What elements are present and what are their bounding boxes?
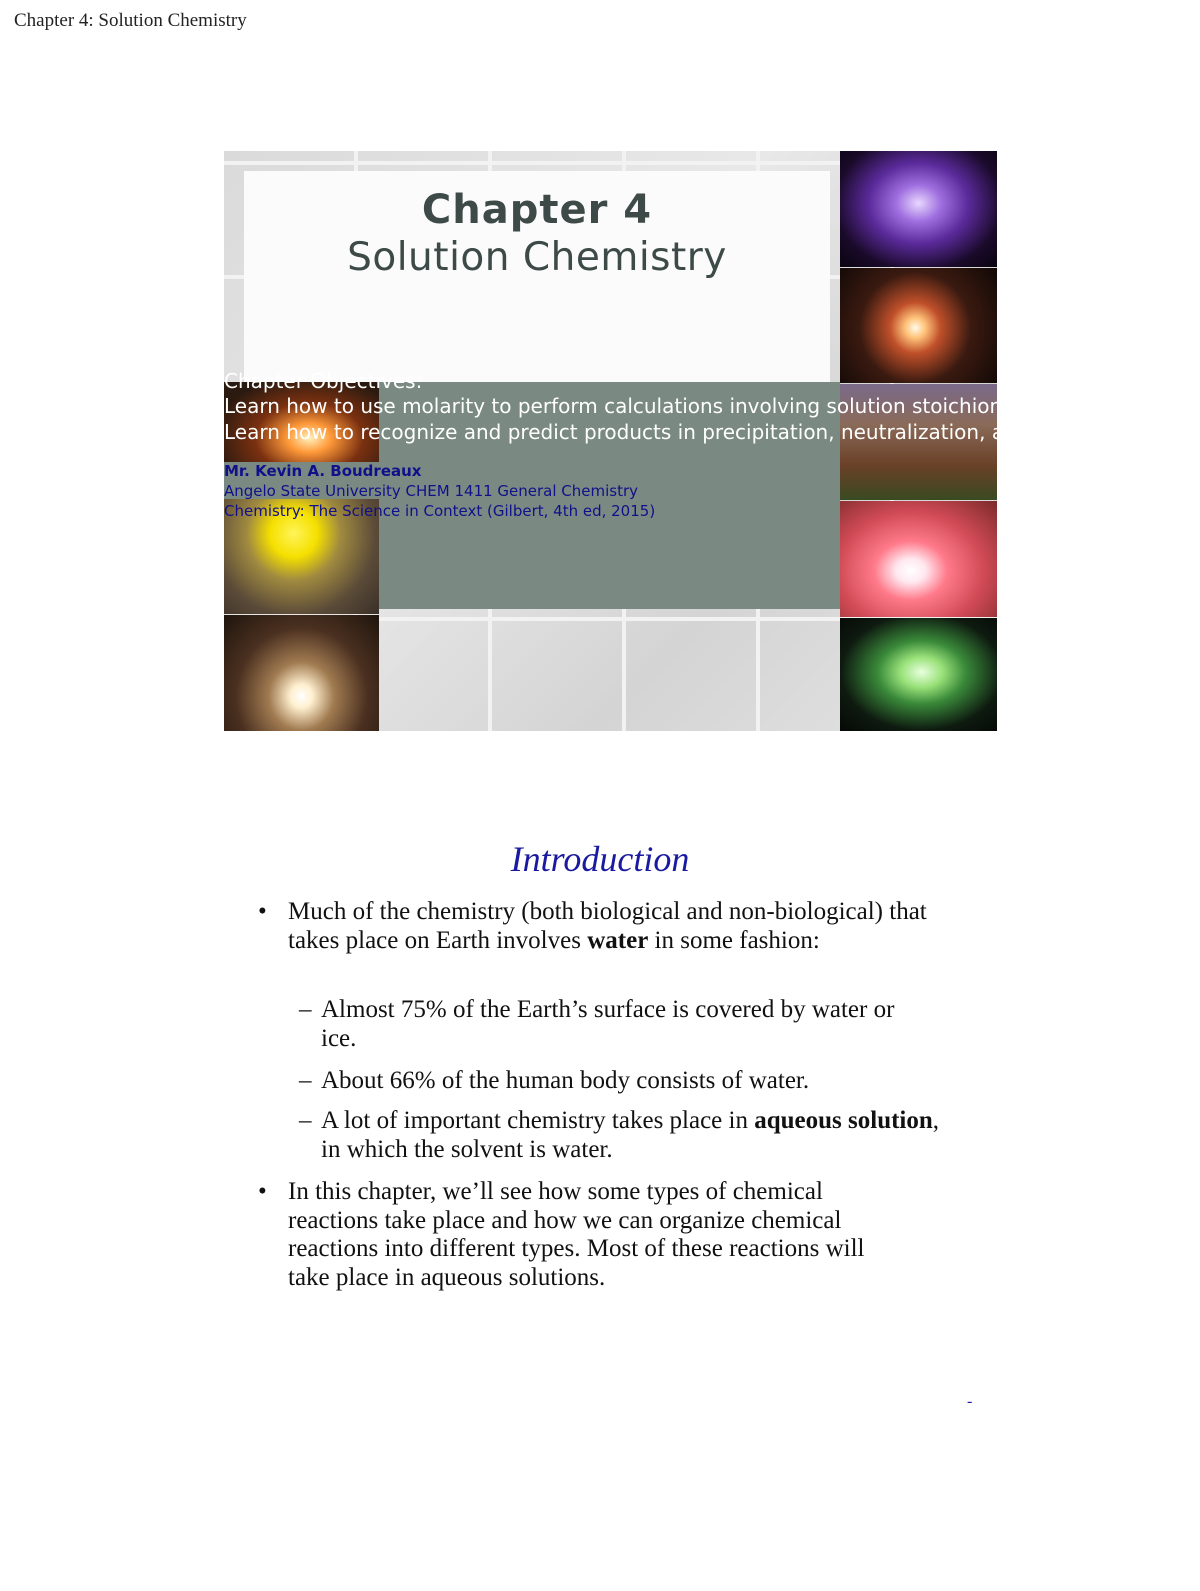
photo-bright-light <box>224 615 379 731</box>
sub-bullet-text: A lot of important chemistry takes place in <box>321 1107 755 1134</box>
dash-mark: – <box>299 996 312 1023</box>
photo-purple-flame <box>840 151 997 267</box>
intro-title: Introduction <box>510 839 690 879</box>
sub-bullet-text: , in which the solvent is water. <box>321 1107 940 1163</box>
bullet-text: Much of the chemistry (both biological and non-biological) that takes place on Earth involves <box>288 898 927 954</box>
bullet-mark: • <box>258 1178 267 1205</box>
bullet-mark: • <box>258 898 267 925</box>
page-mark: - <box>967 1393 973 1410</box>
bullet-item <box>258 898 928 955</box>
photo-green-smoke <box>840 618 997 731</box>
slide-subtitle: Solution Chemistry <box>347 235 727 280</box>
sub-bullet-text: Almost 75% of the Earth’s surface is covered by water or ice. <box>321 996 895 1052</box>
photo-sparking-reaction <box>840 268 997 383</box>
dash-mark: – <box>299 1107 312 1134</box>
sub-bullet-text: About 66% of the human body consists of water. <box>321 1067 810 1094</box>
bold-term: water <box>587 926 649 954</box>
objective-item: Learn how to recognize and predict products in precipitation, neutralization, and redox reactions. <box>224 420 1197 444</box>
sub-bullet-item <box>299 1106 941 1164</box>
slide-title: Chapter 4 <box>421 187 653 233</box>
dash-mark: – <box>299 1067 312 1094</box>
bullet-text: in some fashion: <box>648 926 820 954</box>
bold-term: aqueous solution <box>754 1107 933 1134</box>
affiliation: Angelo State University CHEM 1411 General Chemistry <box>224 482 639 500</box>
author-block <box>224 461 997 521</box>
textbook-citation: Chemistry: The Science in Context (Gilbert, 4th ed, 2015) <box>224 502 656 520</box>
objective-item: Learn how to use molarity to perform calculations involving solution stoichiometry. <box>224 394 1053 418</box>
objectives-heading: Chapter Objectives: <box>224 369 423 393</box>
author-name: Mr. Kevin A. Boudreaux <box>224 462 422 480</box>
bullet-text: In this chapter, we’ll see how some types of chemical reactions take place and how we can organize chemical reactions into different types. Most of these reactions will take place in aqueous solutions. <box>288 1178 865 1291</box>
sub-bullet-item <box>299 995 921 1053</box>
objectives-text <box>224 369 1197 521</box>
title-slide <box>224 151 1197 731</box>
bullet-item <box>258 1178 908 1292</box>
title-box <box>244 171 830 383</box>
sub-bullet-item <box>299 1066 941 1095</box>
running-header: Chapter 4: Solution Chemistry <box>14 10 247 31</box>
